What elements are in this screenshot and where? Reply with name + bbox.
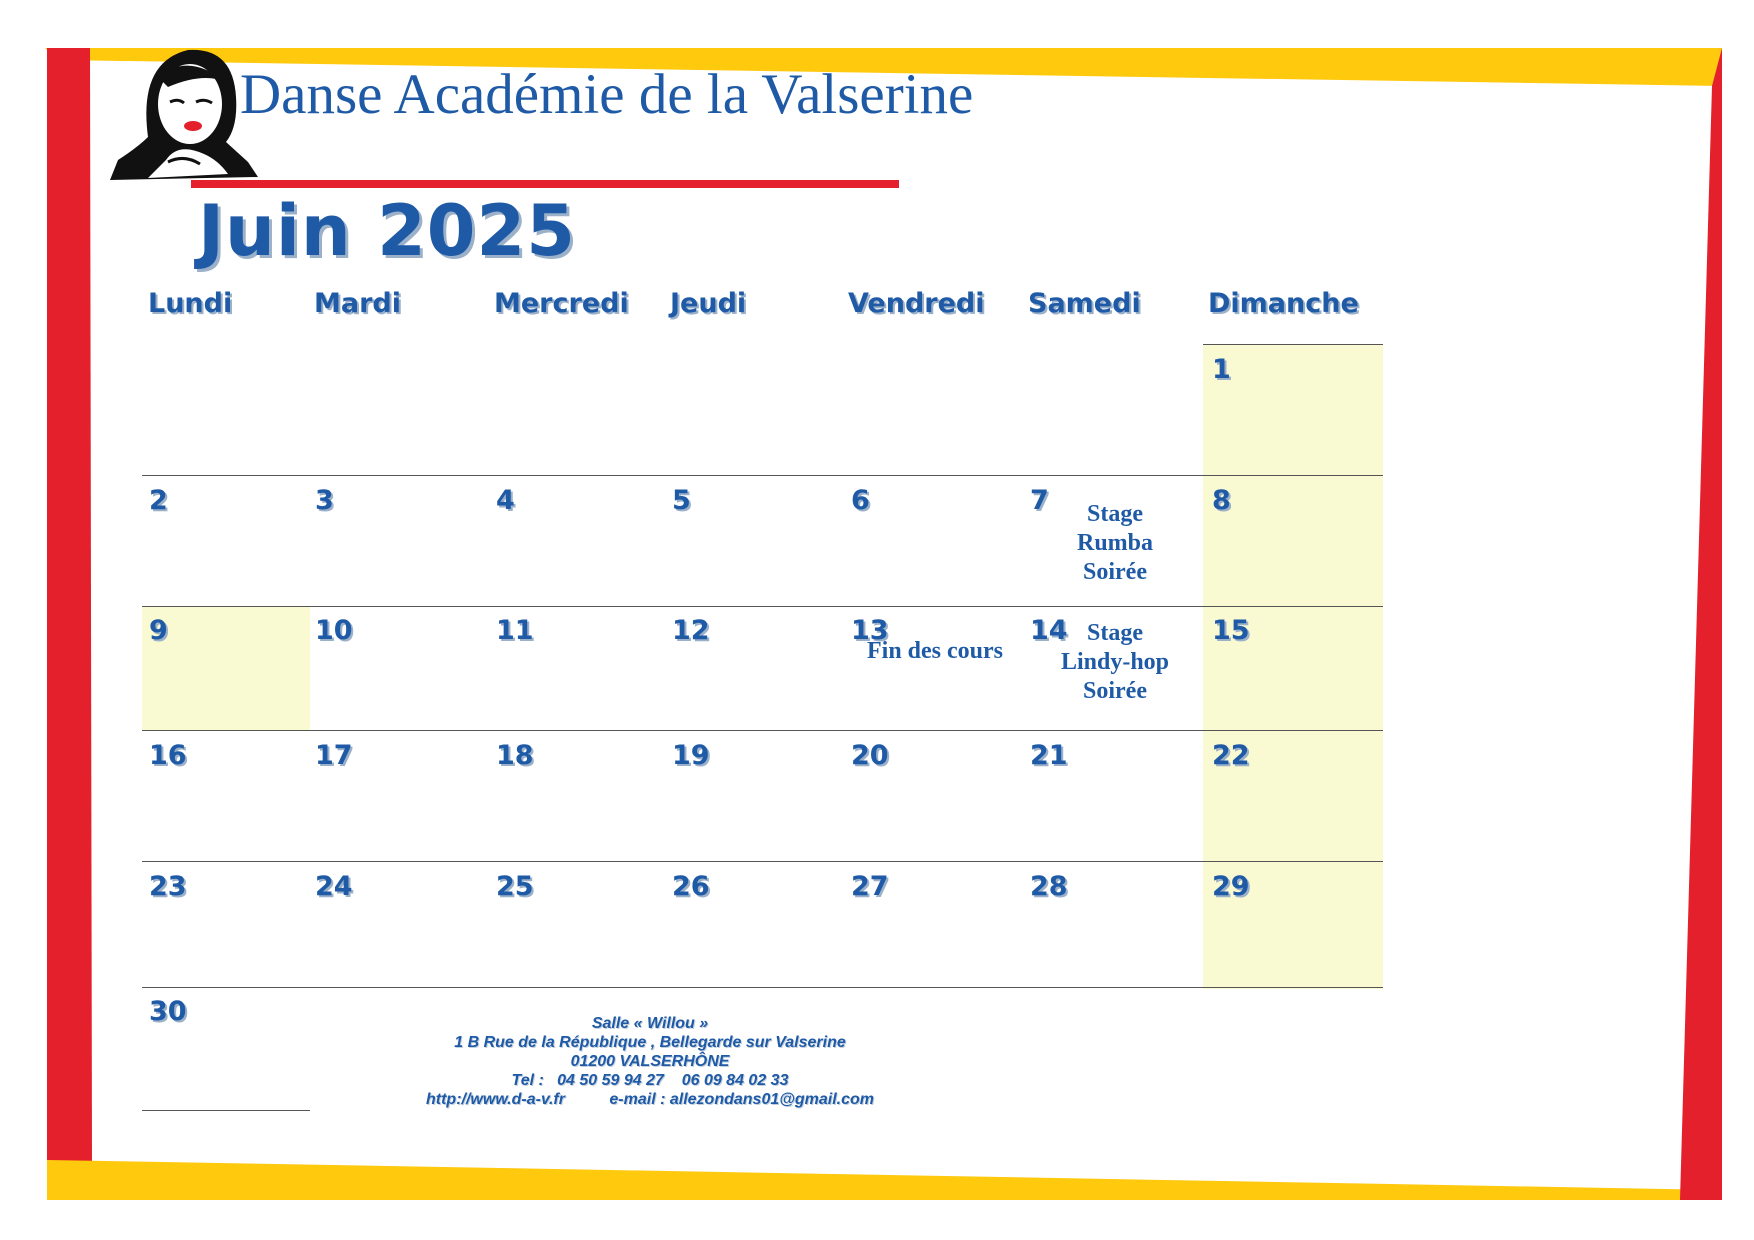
- event-line: Fin des cours: [866, 638, 1003, 664]
- day-number: 23: [149, 871, 187, 902]
- day-number: 29: [1212, 871, 1250, 902]
- event-line: Soirée: [1083, 559, 1147, 585]
- academy-title: Danse Académie de la Valserine: [240, 63, 974, 126]
- day-number: 19: [672, 740, 710, 771]
- venue-city: 01200 VALSERHÔNE: [570, 1053, 730, 1070]
- day-number: 14: [1030, 615, 1068, 646]
- weekday-tuesday: Mardi: [314, 288, 401, 319]
- day-number: 10: [315, 615, 353, 646]
- frame-bottom-yellow: [47, 1160, 1722, 1200]
- day-number: 18: [496, 740, 534, 771]
- day-number: 17: [315, 740, 353, 771]
- day-number: 21: [1030, 740, 1068, 771]
- weekday-sunday: Dimanche: [1208, 288, 1359, 319]
- grid-line: [1203, 344, 1383, 345]
- day-number: 2: [149, 485, 168, 516]
- frame-right-red: [1680, 48, 1722, 1200]
- event-day-7: [1050, 500, 1180, 587]
- day-number: 22: [1212, 740, 1250, 771]
- day-number: 28: [1030, 871, 1068, 902]
- event-line: Lindy-hop: [1060, 649, 1170, 675]
- day-number: 13: [851, 615, 889, 646]
- event-day-14: [1050, 619, 1180, 706]
- weekday-wednesday: Mercredi: [494, 288, 629, 319]
- event-line: Stage: [1087, 620, 1143, 646]
- day-number: 8: [1212, 485, 1231, 516]
- grid-line: [142, 1110, 310, 1111]
- day-number: 20: [851, 740, 889, 771]
- day-number: 15: [1212, 615, 1250, 646]
- event-line: Stage: [1087, 501, 1143, 527]
- day-number: 5: [672, 485, 691, 516]
- day-number: 11: [496, 615, 534, 646]
- grid-line: [142, 861, 1383, 862]
- day-number: 26: [672, 871, 710, 902]
- day-number: 9: [149, 615, 168, 646]
- event-line: Rumba: [1076, 530, 1154, 556]
- venue-street: 1 B Rue de la République , Bellegarde sur Valserine: [454, 1034, 846, 1051]
- venue-name: Salle « Willou »: [591, 1015, 709, 1032]
- logo-portrait-icon: [108, 42, 258, 182]
- title-underline: [191, 180, 899, 188]
- event-day-13: [860, 637, 1010, 666]
- venue-address: [360, 1014, 940, 1109]
- month-title: Juin 2025: [198, 190, 576, 272]
- day-number: 27: [851, 871, 889, 902]
- venue-web-email: http://www.d-a-v.fr e-mail : allezondans01@gmail.com: [426, 1091, 874, 1108]
- day-number: 7: [1030, 485, 1049, 516]
- grid-line: [142, 730, 1383, 731]
- weekday-thursday: Jeudi: [670, 288, 747, 319]
- day-number: 16: [149, 740, 187, 771]
- day-number: 4: [496, 485, 515, 516]
- day-number: 1: [1212, 354, 1231, 385]
- weekday-friday: Vendredi: [848, 288, 985, 319]
- day-number: 30: [149, 996, 187, 1027]
- day-number: 12: [672, 615, 710, 646]
- grid-line: [142, 987, 1383, 988]
- day-number: 3: [315, 485, 334, 516]
- day-number: 24: [315, 871, 353, 902]
- weekday-monday: Lundi: [148, 288, 233, 319]
- day-number: 6: [851, 485, 870, 516]
- venue-phone: Tel : 04 50 59 94 27 06 09 84 02 33: [511, 1072, 789, 1089]
- event-line: Soirée: [1083, 678, 1147, 704]
- grid-line: [142, 606, 1383, 607]
- grid-line: [142, 475, 1383, 476]
- day-number: 25: [496, 871, 534, 902]
- weekday-saturday: Samedi: [1028, 288, 1141, 319]
- frame-left-red: [47, 48, 92, 1170]
